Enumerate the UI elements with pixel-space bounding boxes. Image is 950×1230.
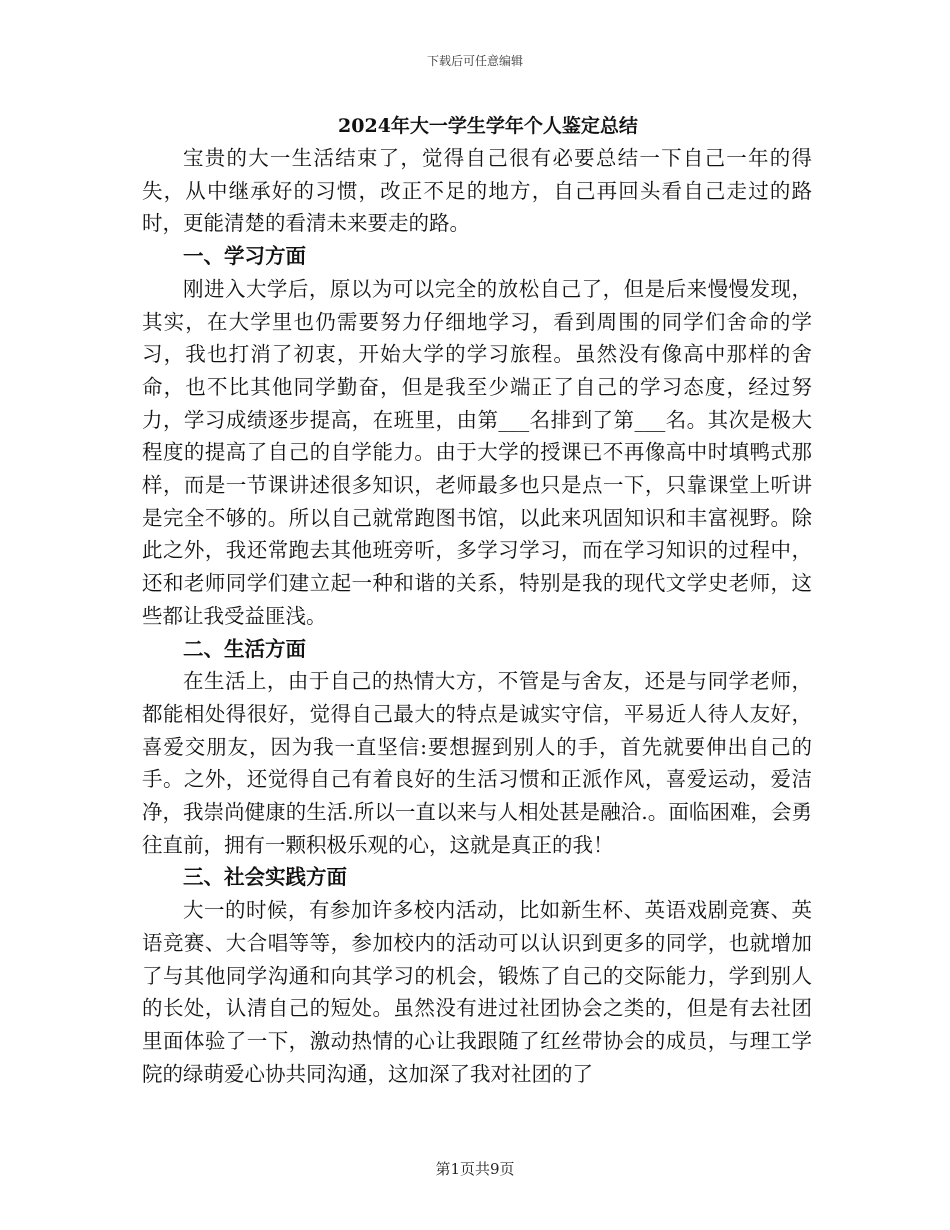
section-social-practice — [142, 861, 812, 1090]
section-life — [142, 633, 812, 862]
section-heading: 三、社会实践方面 — [183, 865, 347, 890]
intro-paragraph: 宝贵的大一生活结束了，觉得自己很有必要总结一下自己一年的得失，从中继承好的习惯，改正不足的地方，自己再回头看自己走过的路时，更能清楚的看清未来要走的路。 — [142, 146, 812, 236]
document-title: 2024年大一学生学年个人鉴定总结 — [338, 115, 638, 137]
page-header-note: 下载后可任意编辑 — [426, 54, 523, 68]
section-paragraph: 刚进入大学后，原以为可以完全的放松自己了，但是后来慢慢发现，其实，在大学里也仍需要努力仔细地学习，看到周围的同学们舍命的学习，我也打消了初衷，开始大学的学习旅程。虽然没有像高中那样的舍命，也不比其他同学勤奋，但是我至少端正了自己的学习态度，经过努力，学习成绩逐步提高，在班里，由第___名排到了第___名。其次是极大程度的提高了自己的自学能力。由于大学的授课已不再像高中时填鸭式那样，而是一节课讲述很多知识，老师最多也只是点一下，只靠课堂上听讲是完全不够的。所以自己就常跑图书馆，以此来巩固知识和丰富视野。除此之外，我还常跑去其他班旁听，多学习学习，而在学习知识的过程中，还和老师同学们建立起一种和谐的关系，特别是我的现代文学史老师，这些都让我受益匪浅。 — [142, 276, 812, 628]
section-heading: 二、生活方面 — [183, 636, 306, 661]
section-paragraph: 大一的时候，有参加许多校内活动，比如新生杯、英语戏剧竞赛、英语竞赛、大合唱等等，参加校内的活动可以认识到更多的同学，也就增加了与其他同学沟通和向其学习的机会，锻炼了自己的交际能力，学到别人的长处，认清自己的短处。虽然没有进过社团协会之类的，但是有去社团里面体验了一下，激动热情的心让我跟随了红丝带协会的成员，与理工学院的绿萌爱心协共同沟通，这加深了我对社团的了 — [142, 898, 812, 1086]
page-footer-page-number: 第1页共9页 — [435, 1160, 515, 1178]
section-heading: 一、学习方面 — [183, 244, 306, 269]
document-body — [142, 110, 812, 1090]
section-study — [142, 240, 812, 632]
section-paragraph: 在生活上，由于自己的热情大方，不管是与舍友，还是与同学老师，都能相处得很好，觉得自己最大的特点是诚实守信，平易近人待人友好，喜爱交朋友，因为我一直坚信:要想握到别人的手，首先就要伸出自己的手。之外，还觉得自己有着良好的生活习惯和正派作风，喜爱运动，爱洁净，我崇尚健康的生活.所以一直以来与人相处甚是融洽.。面临困难，会勇往直前，拥有一颗积极乐观的心，这就是真正的我！ — [142, 669, 812, 857]
